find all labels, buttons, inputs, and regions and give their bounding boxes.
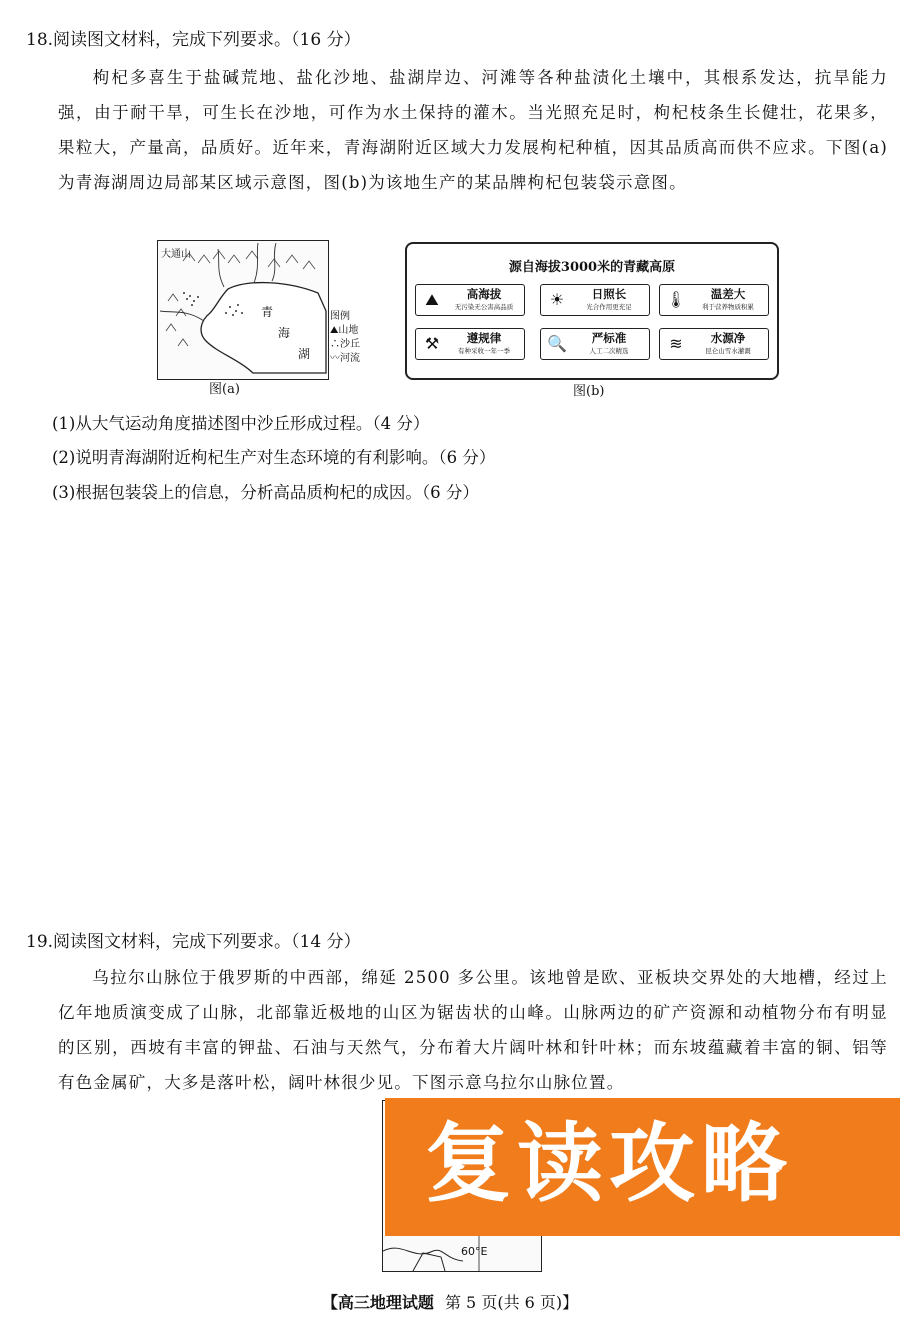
legend-item-mountain	[330, 324, 360, 338]
package-title: 源自海拔3000米的青藏高原	[508, 260, 676, 275]
watermark-text: 复读攻略	[425, 1114, 793, 1214]
thermometer-icon: 🌡	[665, 290, 687, 309]
badge-high-altitude	[415, 284, 525, 316]
badge-sub: 人工二次精选	[589, 347, 629, 355]
figure-a-caption: 图(a)	[209, 382, 240, 397]
question-19-material	[58, 960, 888, 1100]
legend-item-river	[330, 352, 360, 366]
map-frame	[157, 240, 329, 380]
question-19-material-text: 乌拉尔山脉位于俄罗斯的中西部，绵延 2500 多公里。该地曾是欧、亚板块交界处的大地槽，经过上亿年地质演变成了山脉，北部靠近极地的山区为锯齿状的山峰。山脉两边的矿产资源和动植物分布有明显的区别，西坡有丰富的钾盐、石油与天然气，分布着大片阔叶林和针叶林；而东坡蕴藏着丰富的铜、铝等有色金属矿，大多是落叶松，阔叶林很少见。下图示意乌拉尔山脉位置。	[58, 968, 888, 1092]
question-18-material-text: 枸杞多喜生于盐碱荒地、盐化沙地、盐湖岸边、河滩等各种盐渍化土壤中，其根系发达，抗旱能力强，由于耐干旱，可生长在沙地，可作为水土保持的灌木。当光照充足时，枸杞枝条生长健壮，花果多，果粒大，产量高，品质好。近年来，青海湖附近区域大力发展枸杞种植，因其品质高而供不应求。下图(a)为青海湖周边局部某区域示意图，图(b)为该地生产的某品牌枸杞包装袋示意图。	[58, 68, 888, 192]
lake-label-char-1: 青	[261, 305, 274, 319]
magnifier-icon: 🔍	[547, 334, 567, 353]
badge-clean-water	[659, 328, 769, 360]
mountain-legend-icon: ⛰	[330, 325, 339, 336]
question-18-part-2: (2)说明青海湖附近枸杞生产对生态环境的有利影响。（6 分）	[52, 448, 496, 467]
badge-label: 高海拔	[466, 287, 502, 301]
footer-page-number: 第 5 页(共 6 页)】	[444, 1293, 579, 1312]
map-label-datong-mountain: 大通山	[161, 249, 191, 260]
legend-label: 沙丘	[340, 339, 360, 350]
badge-sub: 昆仑山雪水灌溉	[705, 347, 751, 355]
badge-follow-rules	[415, 328, 525, 360]
legend-label: 山地	[338, 325, 359, 336]
badge-label: 水源净	[710, 331, 746, 345]
question-18-part-3: (3)根据包装袋上的信息，分析高品质枸杞的成因。（6 分）	[52, 483, 479, 502]
badge-sub: 有种采收一年一季	[458, 347, 510, 355]
badge-sub: 光合作用更充足	[586, 303, 632, 311]
sun-icon: ☀	[549, 290, 565, 309]
badge-sub: 利于营养物质积累	[702, 303, 754, 311]
mountain-icon: ⛰	[425, 290, 439, 309]
legend-label: 河流	[340, 353, 360, 364]
worker-icon: ⚒	[424, 334, 440, 353]
badge-label: 严标准	[591, 331, 627, 345]
water-icon: ≋	[669, 334, 683, 353]
question-18-material	[58, 60, 888, 200]
question-19-title: 19.阅读图文材料，完成下列要求。（14 分）	[26, 932, 361, 952]
package-frame	[405, 242, 779, 380]
badge-sub: 无污染无公害高品质	[454, 303, 514, 311]
figure-b-package	[405, 242, 780, 402]
badge-label: 日照长	[591, 287, 627, 301]
figure-b-caption: 图(b)	[573, 384, 605, 399]
lake-label-char-3: 湖	[298, 347, 311, 361]
lake-label-char-2: 海	[278, 326, 291, 340]
river-legend-icon: 〰	[330, 353, 340, 364]
badge-label: 遵规律	[466, 331, 502, 345]
dune-legend-icon: ∴	[330, 339, 340, 350]
legend-title: 图例	[330, 311, 350, 322]
question-18-part-1: (1)从大气运动角度描述图中沙丘形成过程。（4 分）	[52, 414, 430, 433]
legend-item-dune	[330, 338, 360, 352]
footer-subject: 【高三地理试题	[321, 1293, 434, 1312]
badge-temperature-range	[659, 284, 769, 316]
badge-label: 温差大	[710, 287, 746, 301]
watermark-banner	[385, 1098, 900, 1236]
map-legend	[330, 310, 360, 366]
badge-long-sunshine	[540, 284, 650, 316]
badge-strict-standard	[540, 328, 650, 360]
figure-a-map	[157, 240, 362, 395]
page-footer	[0, 1290, 900, 1313]
longitude-label: 60°E	[461, 1245, 488, 1258]
question-18-title: 18.阅读图文材料，完成下列要求。（16 分）	[26, 30, 361, 50]
